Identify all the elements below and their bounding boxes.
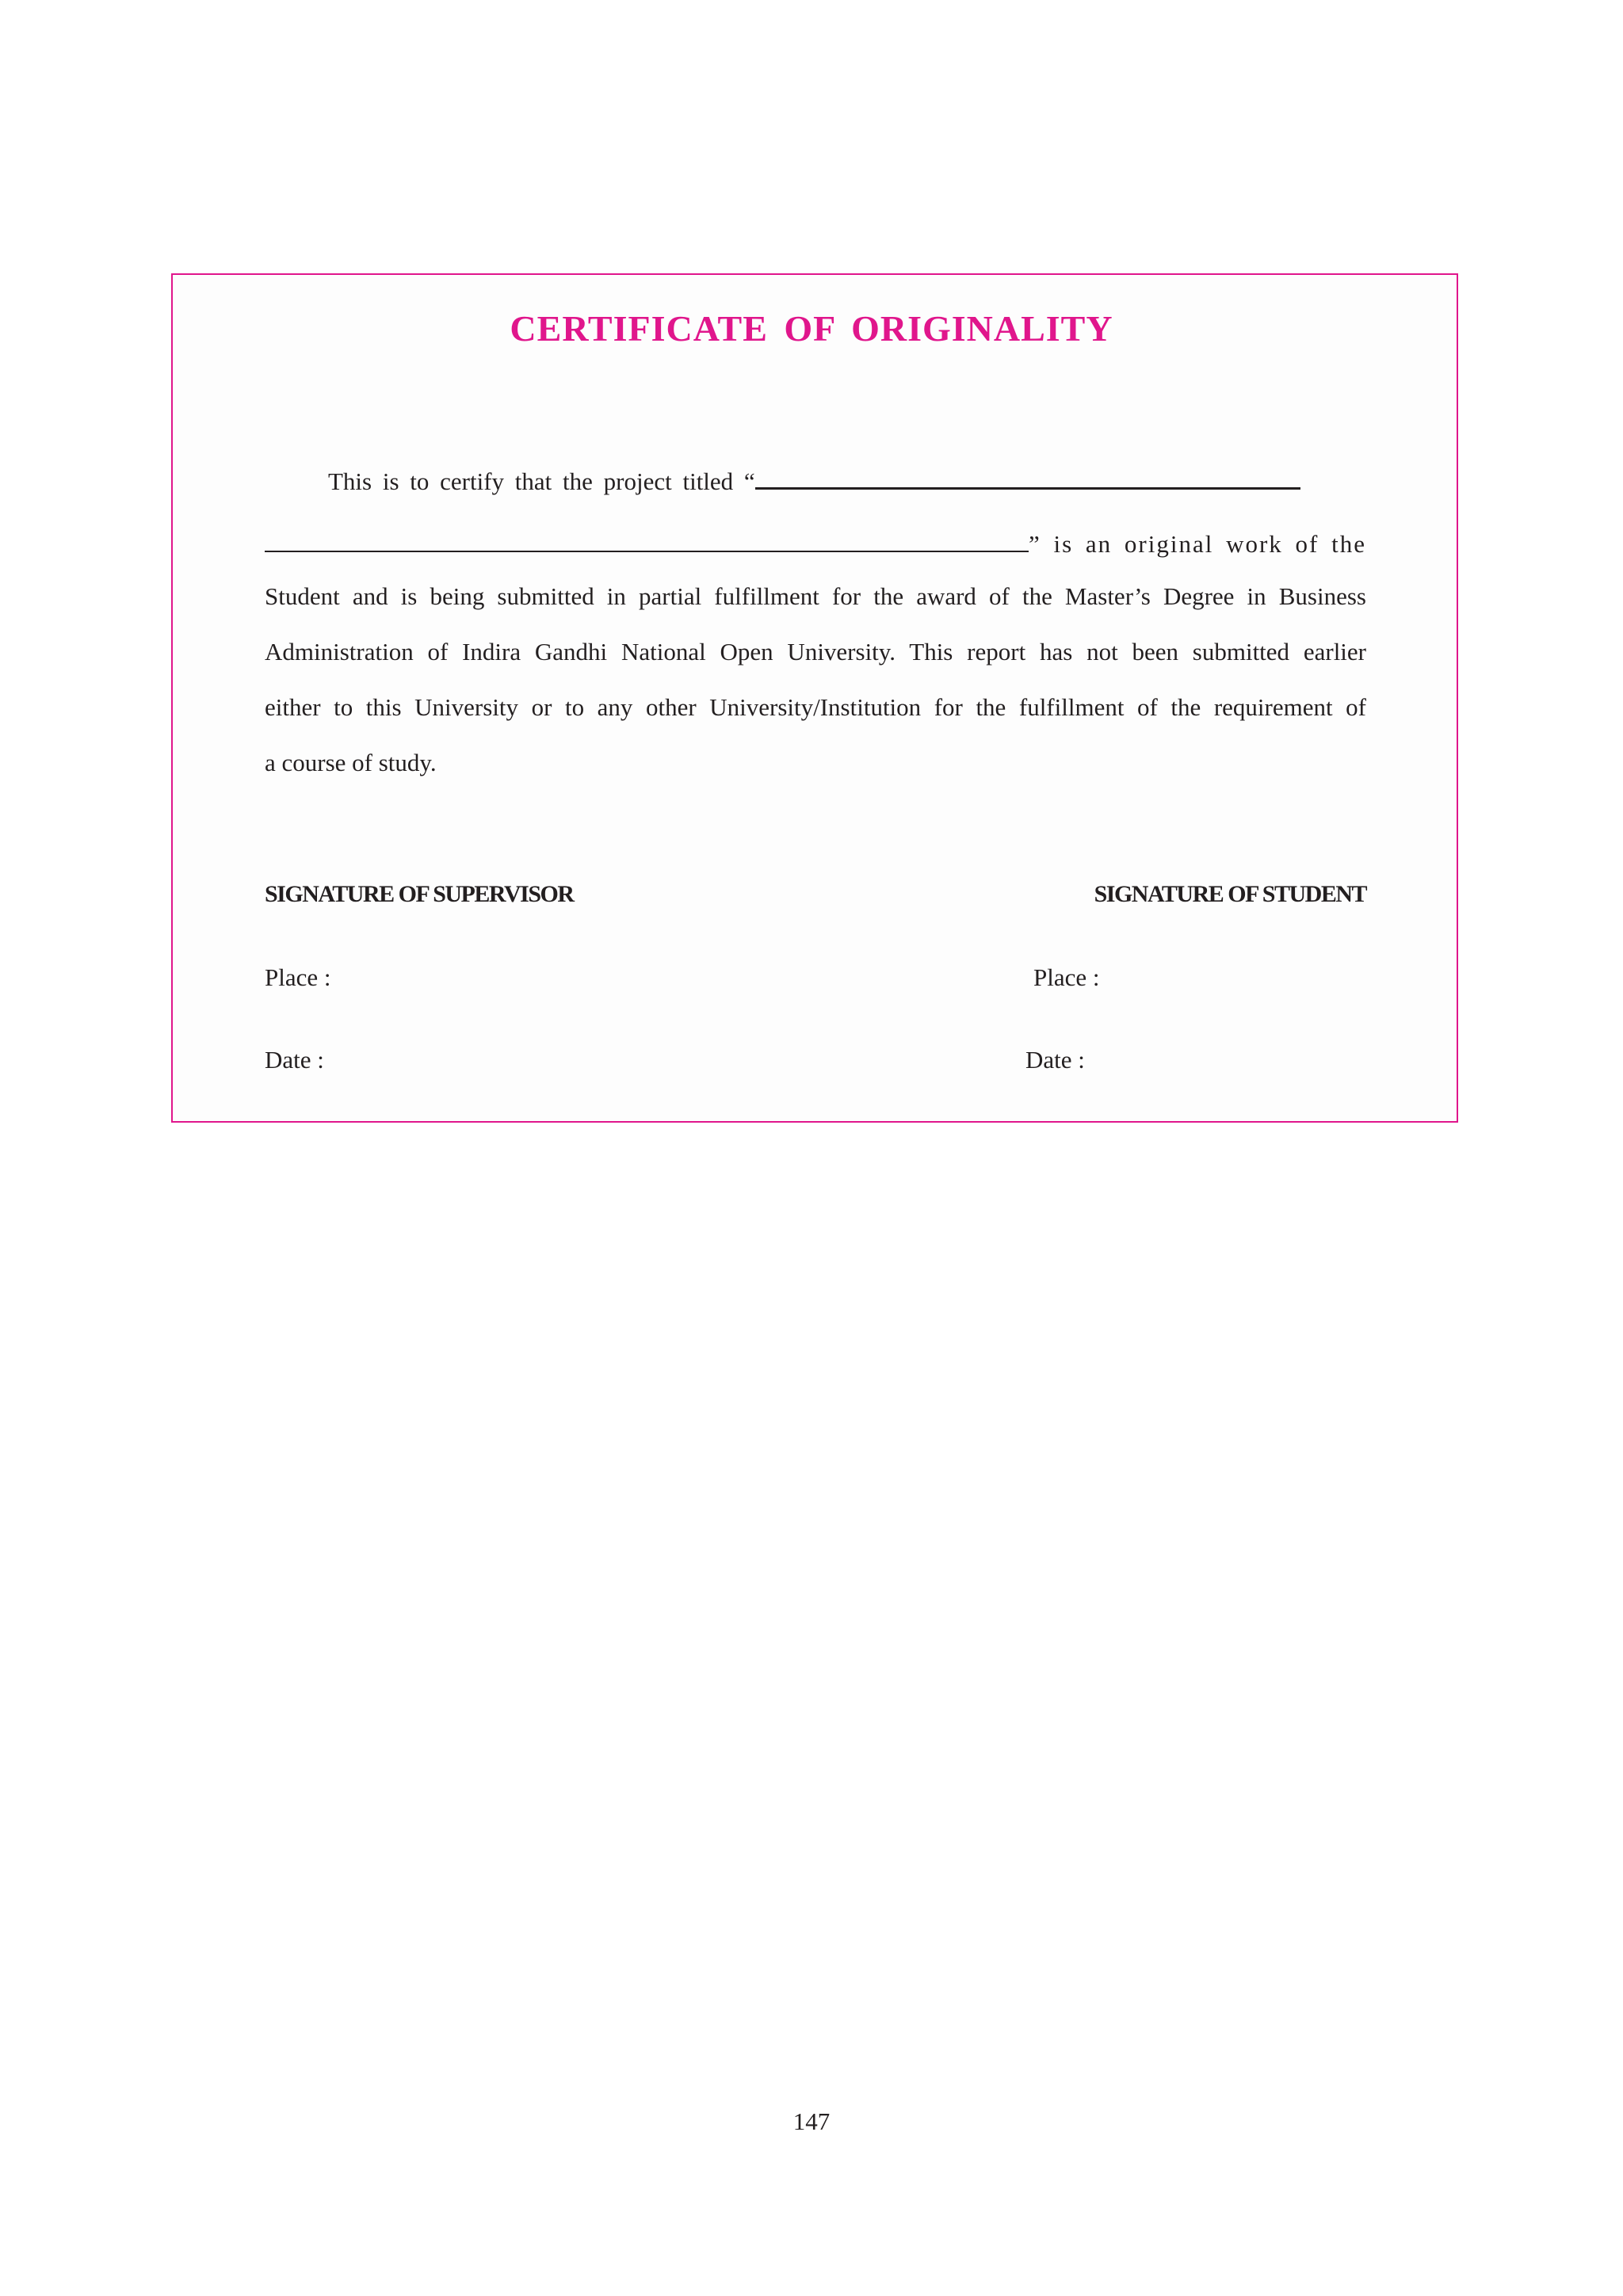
paragraph-line: Administration of Indira Gandhi National Open University. This report has not been submitted earlier — [265, 638, 1366, 666]
supervisor-date-label: Date : — [265, 1046, 324, 1074]
paragraph-line: a course of study. — [265, 749, 437, 776]
supervisor-place-label: Place : — [265, 963, 331, 991]
paragraph-line: Student and is being submitted in partial fulfillment for the award of the Master’s Degree in Business — [265, 582, 1366, 610]
project-title-blank-1[interactable] — [755, 468, 1300, 490]
student-date-label: Date : — [1025, 1046, 1085, 1074]
project-title-blank-2[interactable] — [265, 532, 1029, 552]
certificate-title: CERTIFICATE OF ORIGINALITY — [510, 308, 1113, 349]
certify-intro-text: This is to certify that the project titled “ — [328, 467, 755, 495]
page-number: 147 — [792, 2107, 831, 2135]
student-place-label: Place : — [1033, 963, 1100, 991]
supervisor-signature-label: SIGNATURE OF SUPERVISOR — [265, 881, 574, 907]
certificate-paragraph — [265, 569, 1366, 791]
certify-line-2 — [265, 528, 1366, 560]
original-work-text: ” is an original work of the — [1028, 530, 1366, 558]
certify-line — [265, 466, 1366, 498]
student-signature-label: SIGNATURE OF STUDENT — [1094, 881, 1366, 907]
paragraph-line: either to this University or to any other University/Institution for the fulfillment of the requirement of — [265, 693, 1366, 721]
